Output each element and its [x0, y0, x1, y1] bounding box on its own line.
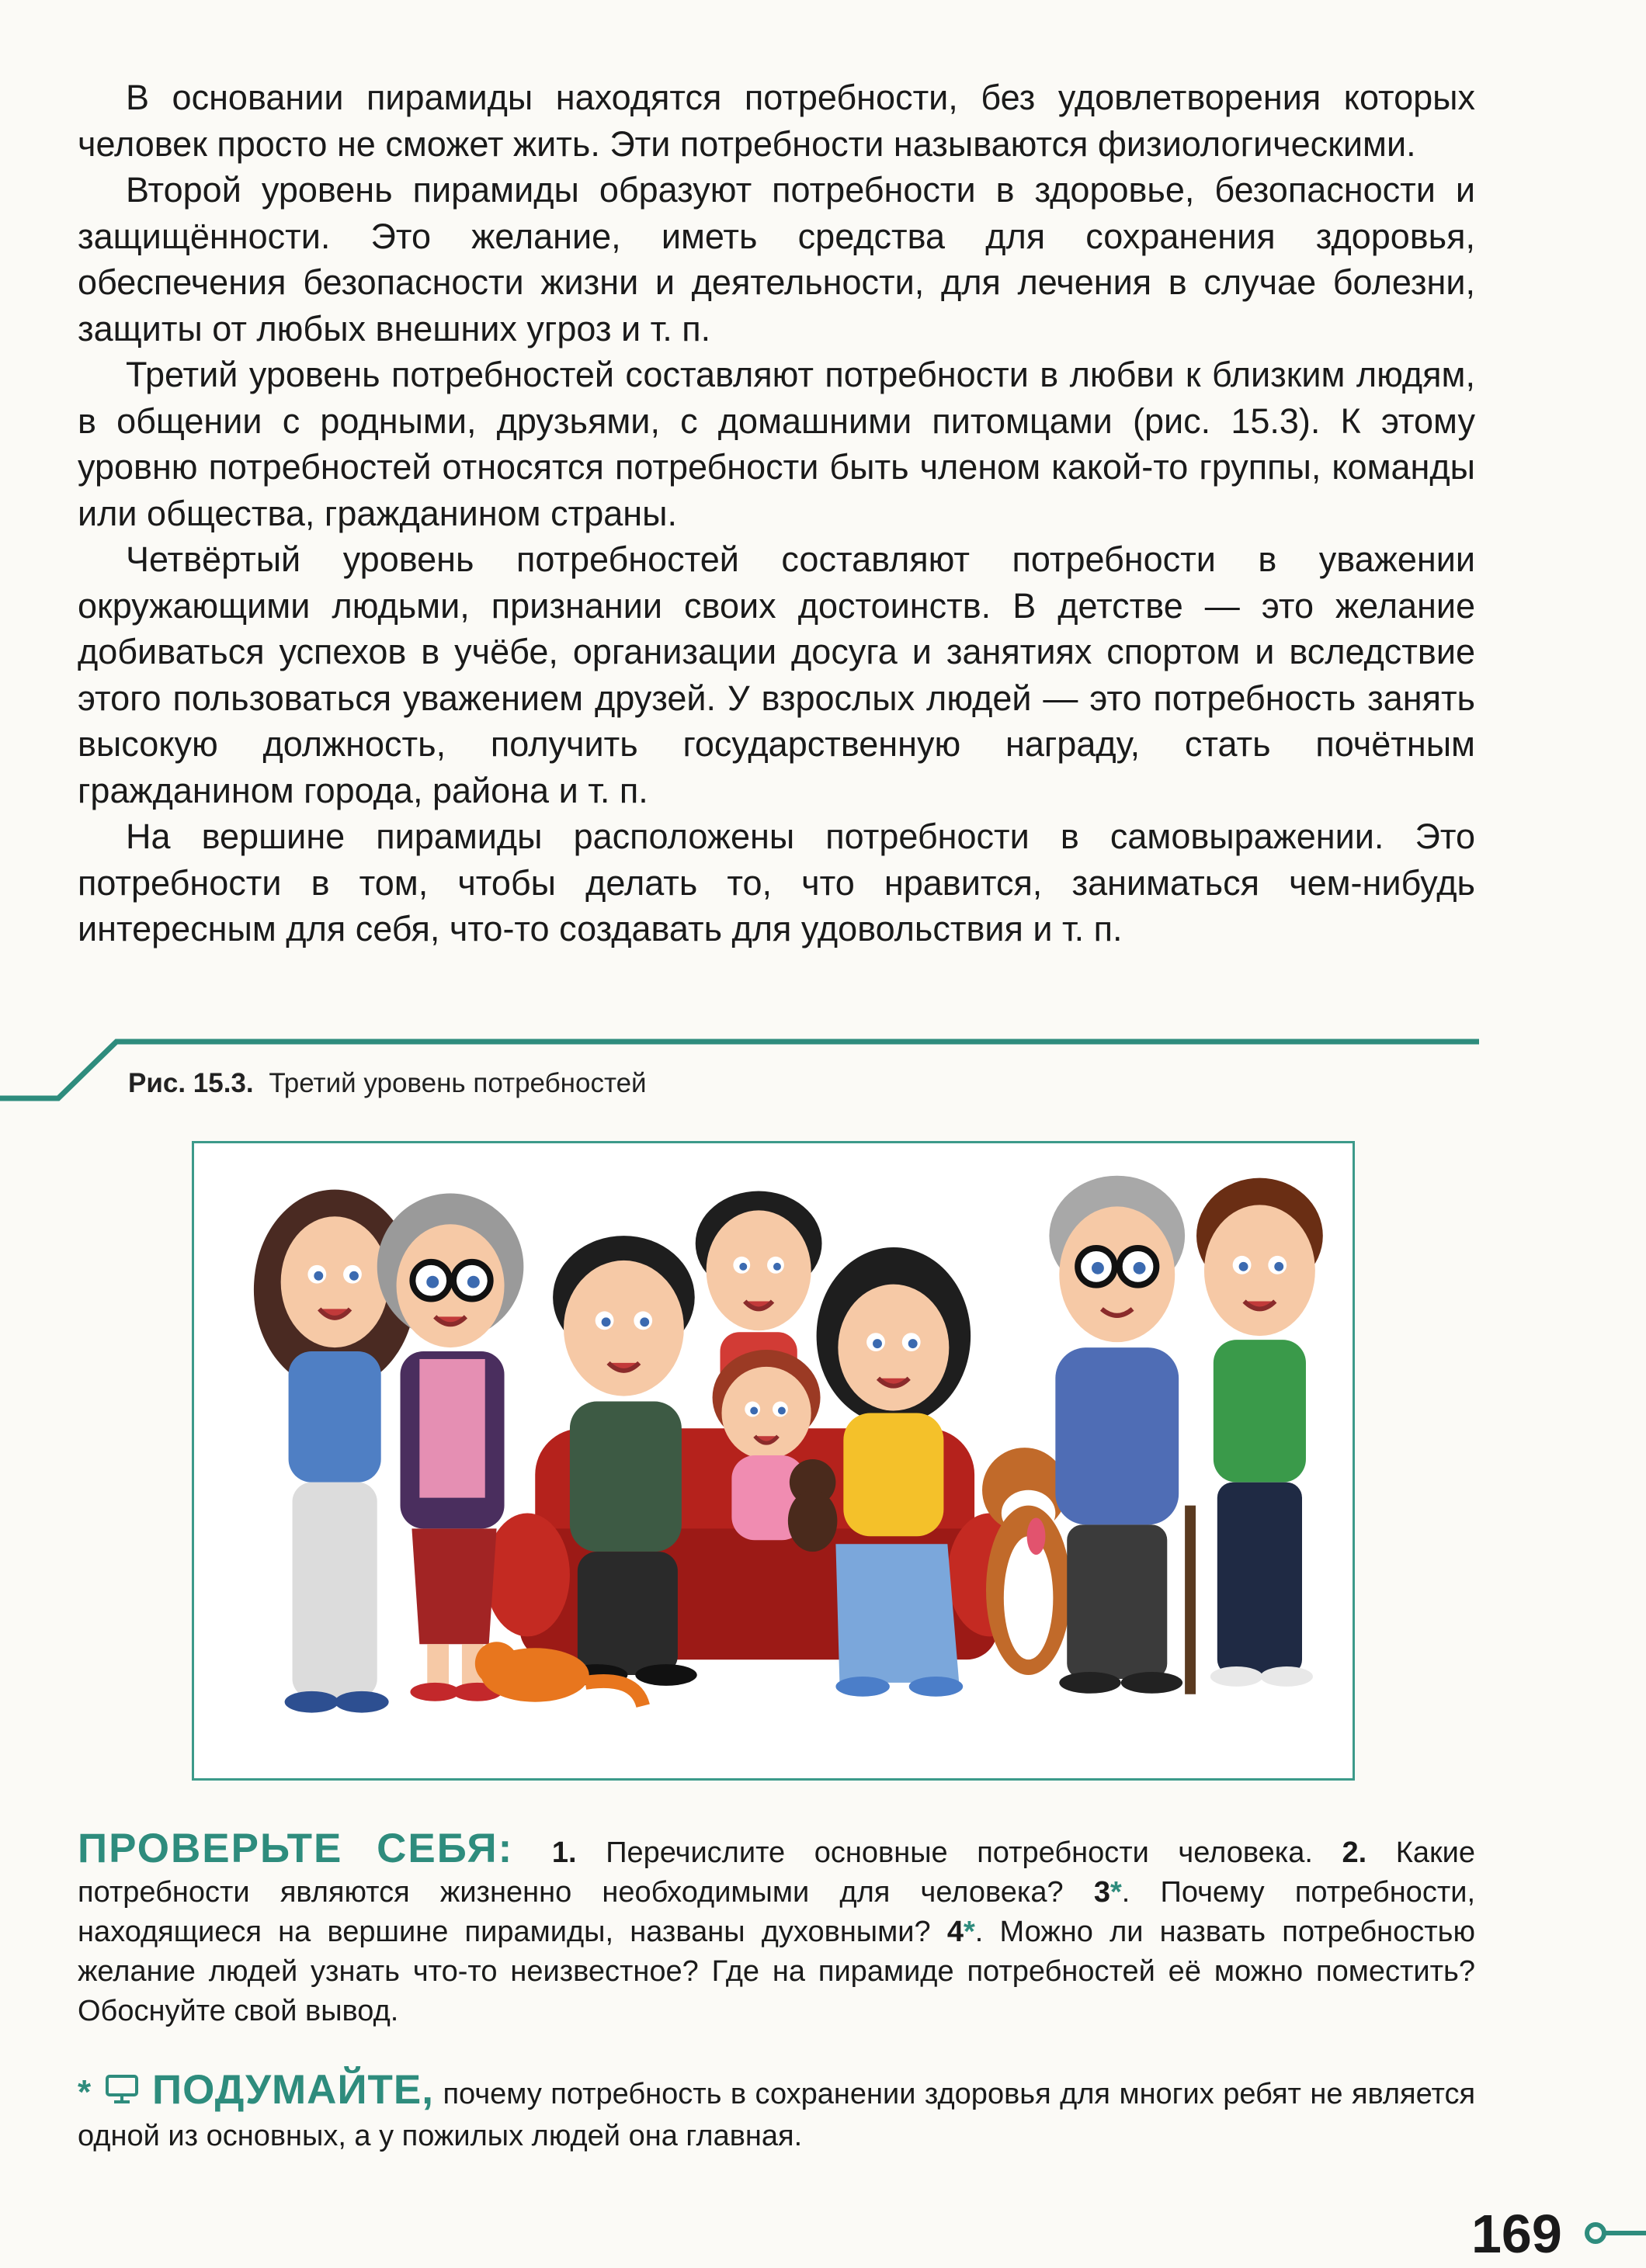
- question-2-number: 2.: [1342, 1836, 1367, 1869]
- think-title: ПОДУМАЙТЕ,: [152, 2067, 434, 2113]
- question-4-star: *: [963, 1916, 975, 1948]
- figure-caption: [128, 1068, 647, 1099]
- think-section: [78, 2069, 1475, 2157]
- question-1-text: Перечислите основные потребности человека.: [606, 1836, 1313, 1869]
- question-4-number: 4: [946, 1916, 964, 1948]
- paragraph-4: Четвёртый уровень потребностей составляют потребности в уважении окружающими людьми, признании своих достоинств. В детстве — это желание добиваться успехов в учёбе, организации досуга и занятиях спортом и вследствие этого пользоваться уважением друзей. У взрослых людей — это потребность занять высокую должность, получить государственную награду, стать почётным гражданином города, района и т. п.: [78, 539, 1475, 810]
- family-illustration: [192, 1141, 1355, 1781]
- family-illustration-drawing: [194, 1143, 1353, 1778]
- figure-caption-text: Третий уровень потребностей: [269, 1068, 647, 1098]
- brother-figure: [1196, 1178, 1323, 1687]
- main-text: [78, 75, 1475, 952]
- question-3-star: *: [1109, 1876, 1122, 1909]
- paragraph-5: На вершине пирамиды расположены потребности в самовыражении. Это потребности в том, чтобы делать то, что нравится, заниматься чем-нибудь интересным для себя, что-то создавать для удовольствия и т. п.: [78, 817, 1475, 948]
- think-star: *: [78, 2073, 92, 2111]
- question-3-number: 3: [1093, 1876, 1110, 1909]
- grandmother-figure: [377, 1194, 524, 1701]
- think-text: почему потребность в сохранении здоровья для многих ребят не является одной из основных, а у пожилых людей она главная.: [78, 2078, 1476, 2152]
- paragraph-1: В основании пирамиды находятся потребности, без удовлетворения которых человек просто не сможет жить. Эти потребности называются физиологическими.: [78, 78, 1475, 164]
- grandfather-figure: [1049, 1176, 1190, 1694]
- page-number: 169: [1471, 2204, 1562, 2264]
- check-yourself-section: [78, 1826, 1476, 2031]
- figure-number: Рис. 15.3.: [128, 1068, 254, 1098]
- page-marker-icon: [1582, 2221, 1646, 2245]
- question-4-text: . Можно ли назвать потребностью желание людей узнать что-то неизвестное? Где на пирамиде потребностей её можно поместить? Обоснуйте свой вывод.: [78, 1916, 1475, 2027]
- check-yourself-title: ПРОВЕРЬТЕ СЕБЯ:: [78, 1826, 514, 1871]
- question-2-text: Какие потребности являются жизненно необходимыми для человека?: [78, 1836, 1476, 1909]
- paragraph-3: Третий уровень потребностей составляют потребности в любви к близким людям, в общении с родными, друзьями, с домашними питомцами (рис. 15.3). К этому уровню потребностей относятся потребности быть членом какой-то группы, команды или общества, гражданином страны.: [78, 355, 1475, 533]
- monitor-icon: [105, 2074, 139, 2105]
- question-1-number: 1.: [551, 1836, 577, 1869]
- paragraph-2: Второй уровень пирамиды образуют потребности в здоровье, безопасности и защищённости. Это желание, иметь средства для сохранения здоровья, обеспечения безопасности жизни и деятельности, для лечения в случае болезни, защиты от любых внешних угроз и т. п.: [78, 170, 1475, 349]
- question-3-text: . Почему потребности, находящиеся на вершине пирамиды, названы духовными?: [78, 1876, 1476, 1948]
